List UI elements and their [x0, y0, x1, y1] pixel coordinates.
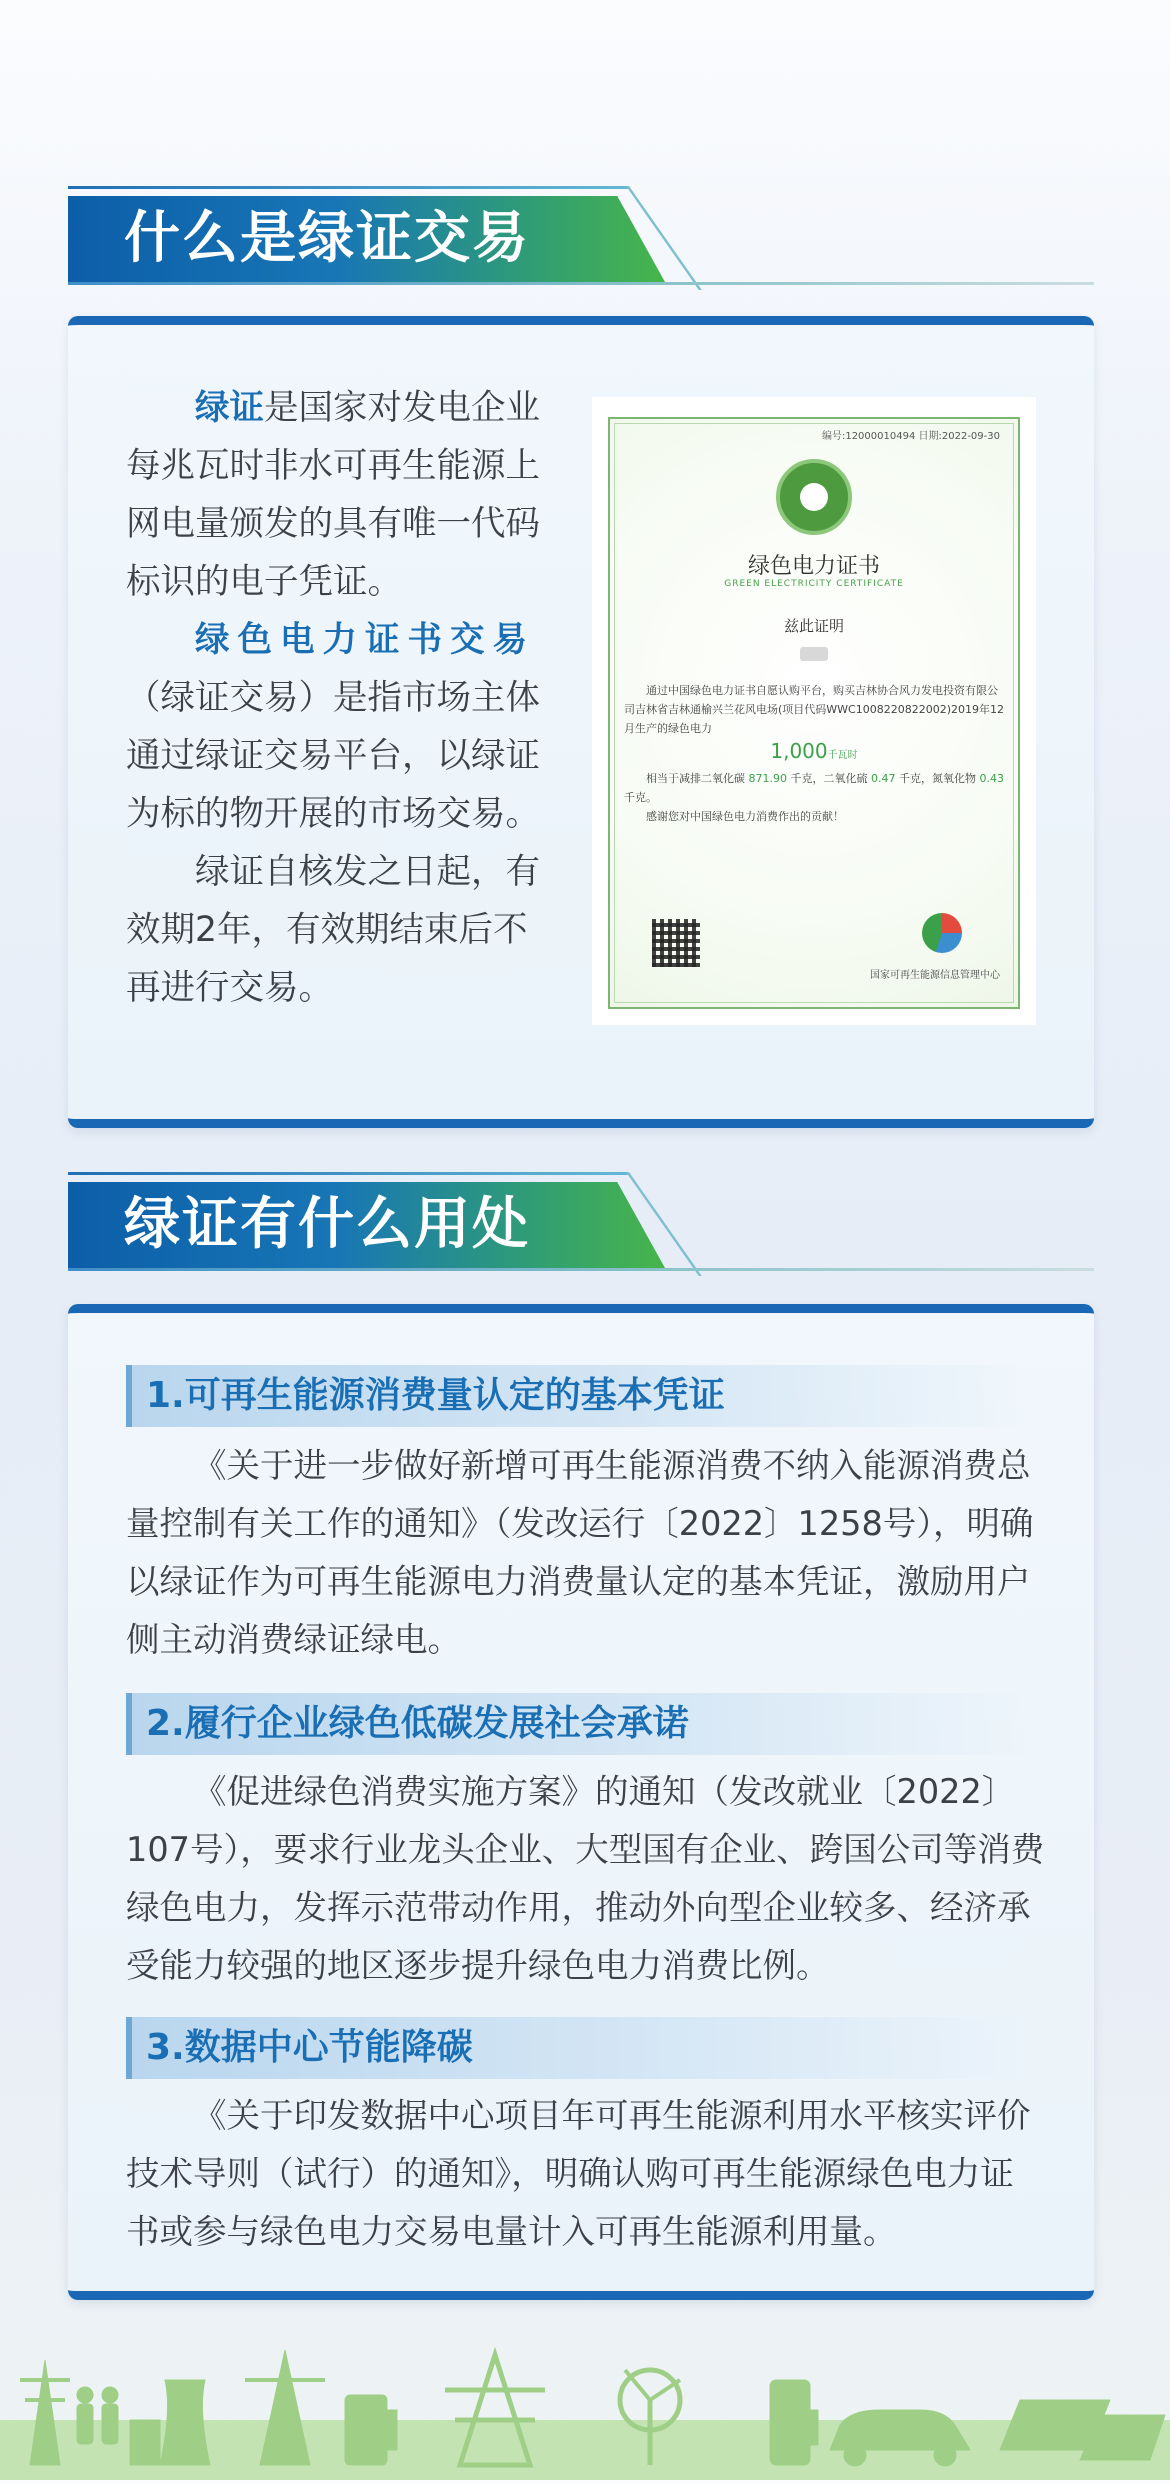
certificate-amount: 1,000千瓦时: [770, 739, 858, 763]
redacted-name: [800, 647, 828, 661]
intro-paragraph-3: 绿证自核发之日起，有效期2年，有效期结束后不再进行交易。: [126, 852, 540, 1008]
intro-panel: [68, 316, 1094, 1128]
section-title: 绿证有什么用处: [124, 1192, 530, 1257]
green-seal-icon: [776, 459, 852, 535]
use-text-2: 《促进绿色消费实施方案》的通知（发改就业〔2022〕107号），要求行业龙头企业、大型国有企业、跨国公司等消费绿色电力，发挥示范带动作用，推动外向型企业较多、经济承受能力较强的地区逐步提升绿色电力消费比例。: [126, 1772, 1045, 1985]
section-title: 什么是绿证交易: [124, 206, 530, 271]
cooling-tower-icon: [130, 2380, 210, 2465]
certificate-image: [592, 397, 1036, 1025]
certificate-hereby: 兹此证明: [783, 617, 844, 635]
use-text-3: 《关于印发数据中心项目年可再生能源利用水平核实评价技术导则（试行）的通知》，明确认购可再生能源绿色电力证书或参与绿色电力交易电量计入可再生能源利用量。: [126, 2096, 1031, 2251]
use-heading-3: 3.数据中心节能降碳: [126, 2017, 1034, 2079]
uses-panel: [68, 1304, 1094, 2300]
use-text-1: 《关于进一步做好新增可再生能源消费不纳入能源消费总量控制有关工作的通知》（发改运行〔2022〕1258号），明确以绿证作为可再生能源电力消费量认定的基本凭证，激励用户侧主动消费绿证绿电。: [126, 1446, 1034, 1659]
intro-text: [126, 379, 544, 1017]
header-topline: [68, 1172, 628, 1175]
section-header-what-is: [68, 182, 1094, 282]
use-heading-2: 2.履行企业绿色低碳发展社会承诺: [126, 1693, 1034, 1755]
certificate-issuer: 国家可再生能源信息管理中心: [870, 970, 1000, 981]
footer-illustration: [0, 2300, 1170, 2480]
intro-paragraph-1: 绿证是国家对发电企业每兆瓦时非水可再生能源上网电量颁发的具有唯一代码标识的电子凭证。: [126, 388, 540, 602]
certificate-frame: [608, 417, 1020, 1009]
certificate-title: 绿色电力证书: [747, 554, 880, 579]
footer-silhouettes: [0, 2300, 1170, 2480]
issuer-logo-icon: [922, 913, 962, 953]
highlight-term: 绿色电力证书交易: [195, 620, 535, 660]
certificate-body: 通过中国绿色电力证书自愿认购平台，购买吉林协合风力发电投资有限公司吉林省吉林通榆兴兰花风电场(项目代码WWC1008220822002)2019年12月生产的绿色电力 1,000千瓦时 相当于减排二氧化碳 871.90 千克，二氧化硫 0.47 千克，氮氧化物 0.43 千克。 感谢您对中国绿色电力消费作出的贡献！: [624, 684, 1004, 823]
use-heading-1: 1.可再生能源消费量认定的基本凭证: [126, 1365, 1034, 1427]
certificate-serial: 编号:12000010494 日期:2022-09-30: [821, 431, 1000, 442]
intro-paragraph-2: 绿色电力证书交易（绿证交易）是指市场主体通过绿证交易平台，以绿证为标的物开展的市场交易。: [126, 620, 540, 834]
certificate-subtitle: GREEN ELECTRICITY CERTIFICATE: [724, 579, 904, 589]
highlight-term: 绿证: [195, 388, 264, 428]
header-topline: [68, 186, 628, 189]
header-baseline: [68, 282, 1094, 285]
header-baseline: [68, 1268, 1094, 1271]
section-header-uses: [68, 1168, 1094, 1268]
qr-code-icon: [652, 919, 700, 967]
